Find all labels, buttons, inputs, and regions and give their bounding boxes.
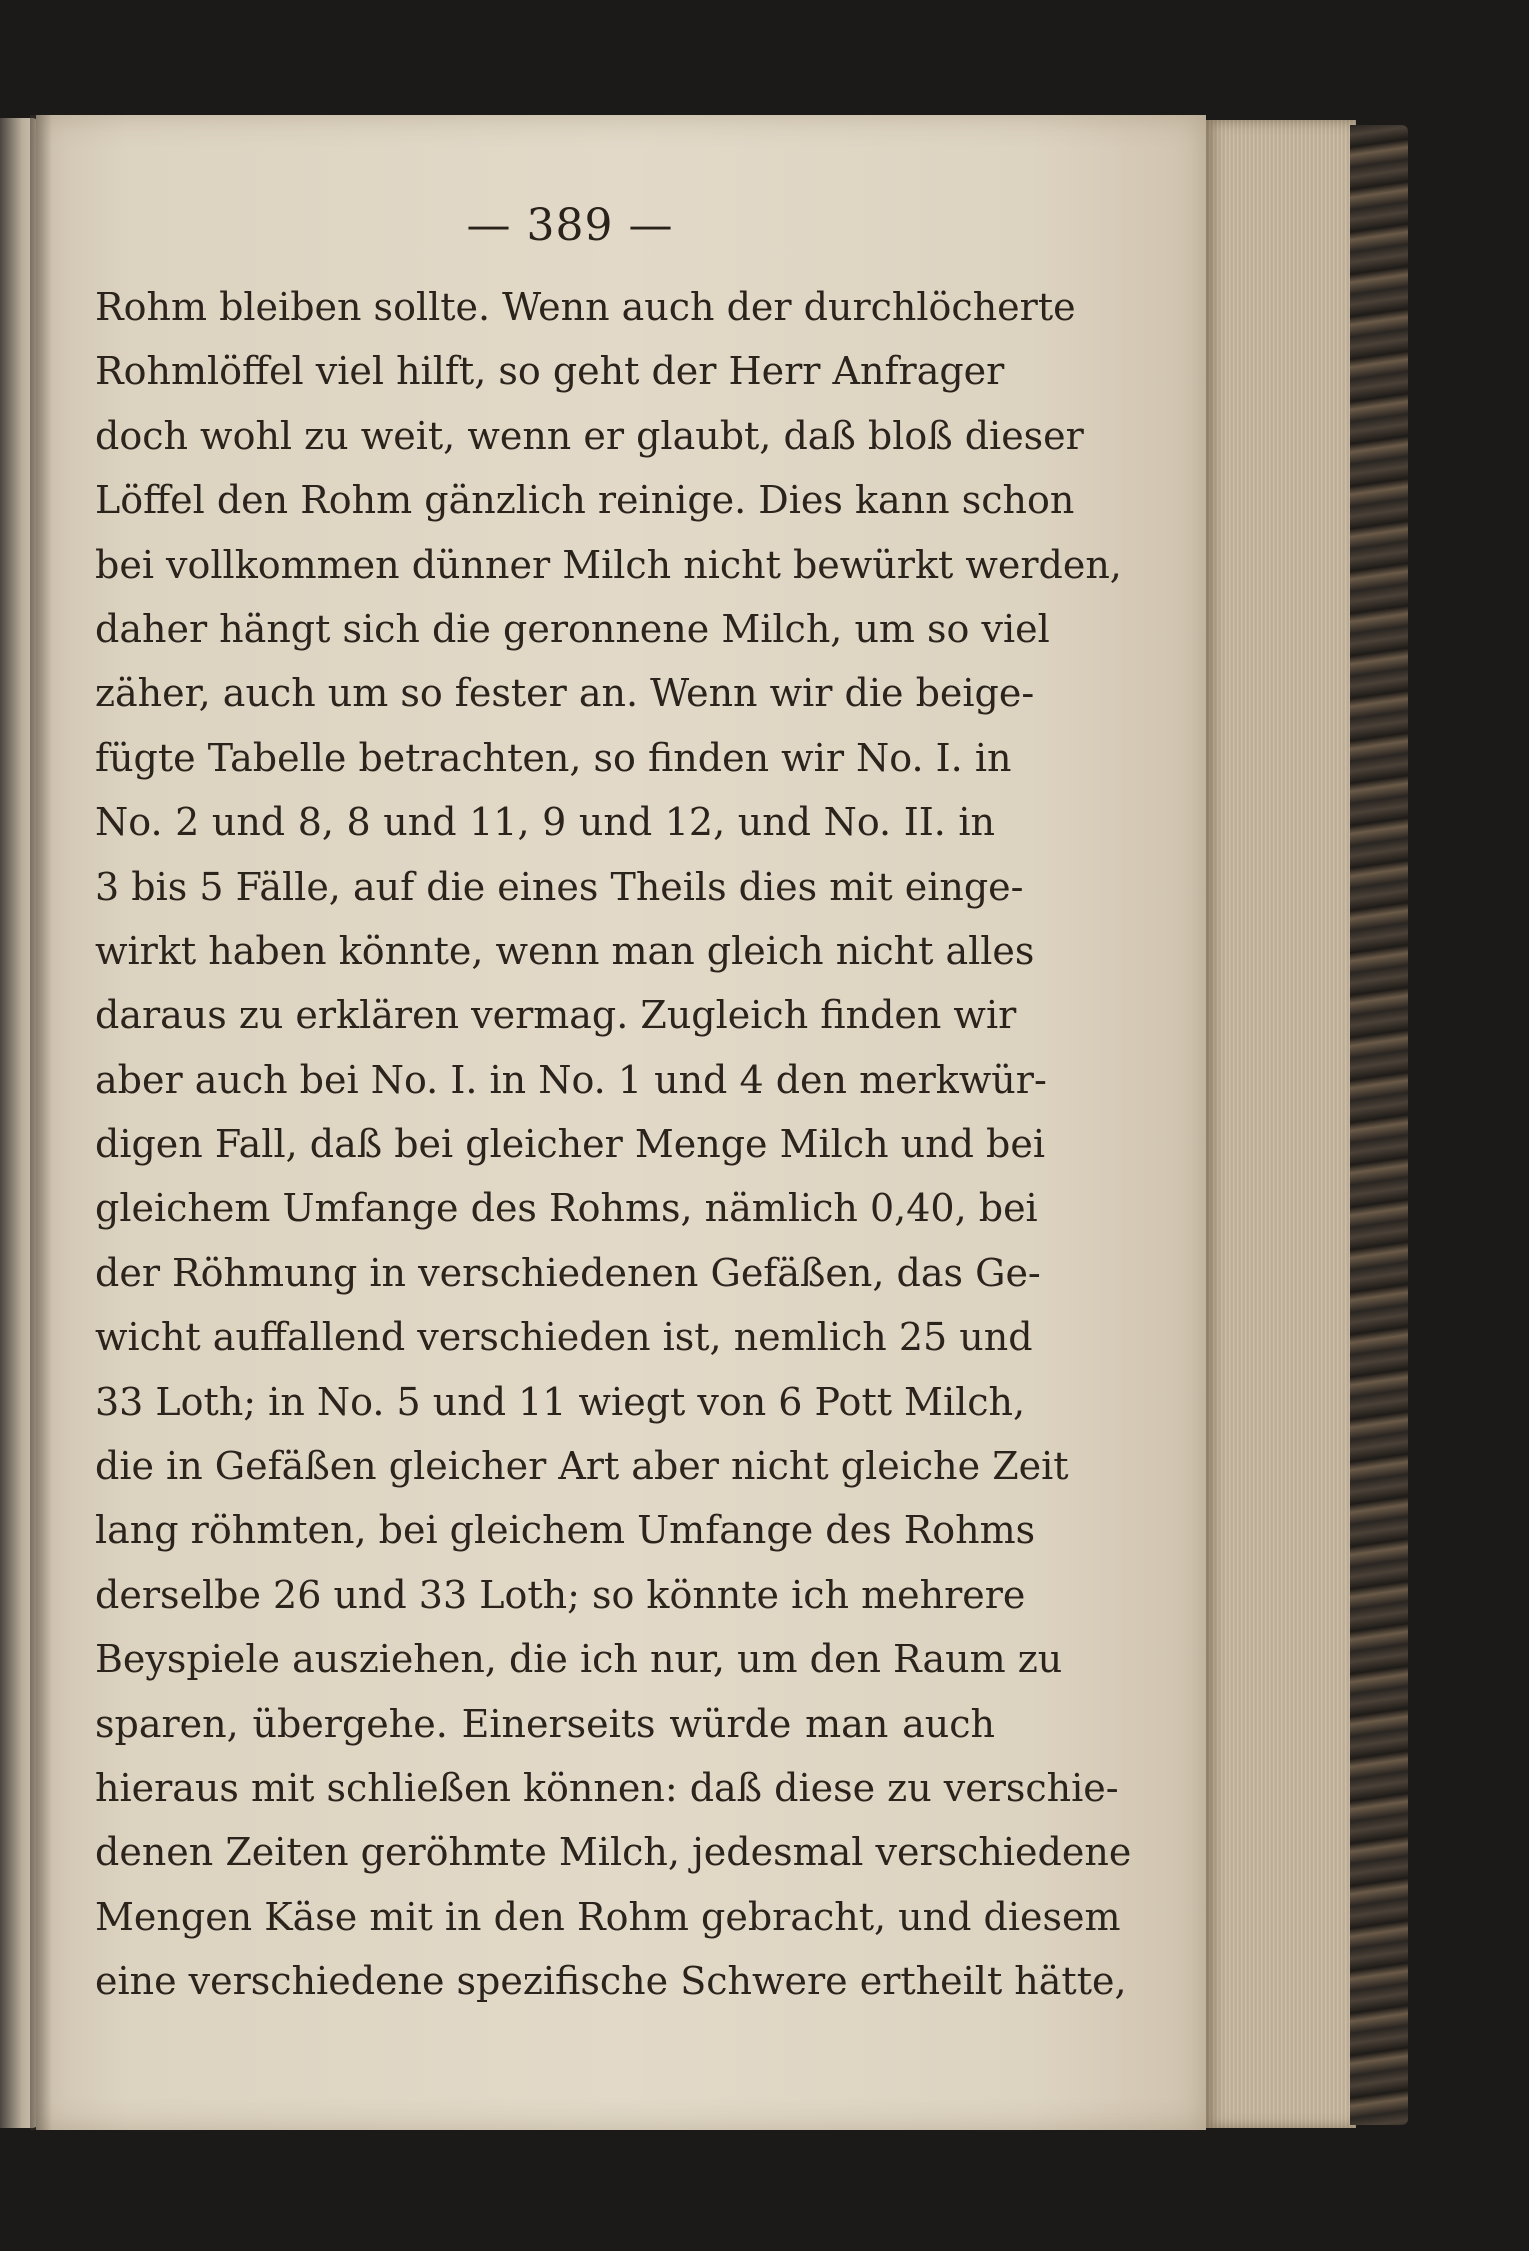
text-line: doch wohl zu weit, wenn er glaubt, daß bloß dieser [95, 413, 1084, 458]
text-line: fügte Tabelle betrachten, so finden wir No. I. in [95, 735, 1012, 780]
text-line: Rohmlöffel viel hilft, so geht der Herr Anfrager [95, 349, 1005, 394]
page-number-header: — 389 — [466, 200, 674, 251]
text-line: 3 bis 5 Fälle, auf die eines Theils dies mit einge- [95, 864, 1024, 909]
text-line: Beyspiele ausziehen, die ich nur, um den Raum zu [95, 1637, 1063, 1682]
text-line: 33 Loth; in No. 5 und 11 wiegt von 6 Pott Milch, [95, 1379, 1026, 1424]
marbled-cover-edge [1350, 125, 1408, 2125]
text-line: Löffel den Rohm gänzlich reinige. Dies kann schon [95, 478, 1075, 523]
text-line: aber auch bei No. I. in No. 1 und 4 den merkwür- [95, 1057, 1047, 1102]
text-line: derselbe 26 und 33 Loth; so könnte ich mehrere [95, 1572, 1026, 1617]
body-text [95, 275, 1132, 2014]
text-line: zäher, auch um so fester an. Wenn wir die beige- [95, 671, 1035, 716]
text-line: Mengen Käse mit in den Rohm gebracht, und diesem [95, 1894, 1121, 1939]
text-line: die in Gefäßen gleicher Art aber nicht gleiche Zeit [95, 1444, 1069, 1489]
text-line: wirkt haben könnte, wenn man gleich nicht alles [95, 928, 1035, 973]
text-line: No. 2 und 8, 8 und 11, 9 und 12, und No. II. in [95, 800, 995, 845]
text-line: eine verschiedene spezifische Schwere ertheilt hätte, [95, 1959, 1127, 2004]
text-line: sparen, übergehe. Einerseits würde man auch [95, 1701, 995, 1746]
text-line: digen Fall, daß bei gleicher Menge Milch und bei [95, 1122, 1045, 1167]
text-line: daraus zu erklären vermag. Zugleich finden wir [95, 993, 1017, 1038]
page-gutter-shadow [30, 115, 52, 2130]
text-line: wicht auffallend verschieden ist, nemlich 25 und [95, 1315, 1033, 1360]
text-line: gleichem Umfange des Rohms, nämlich 0,40, bei [95, 1186, 1038, 1231]
text-line: lang röhmten, bei gleichem Umfange des Rohms [95, 1508, 1036, 1553]
text-line: denen Zeiten geröhmte Milch, jedesmal verschiedene [95, 1830, 1132, 1875]
text-line: bei vollkommen dünner Milch nicht bewürkt werden, [95, 542, 1122, 587]
text-line: hieraus mit schließen können: daß diese zu verschie- [95, 1765, 1119, 1810]
text-line: Rohm bleiben sollte. Wenn auch der durchlöcherte [95, 285, 1076, 329]
text-line: der Röhmung in verschiedenen Gefäßen, das Ge- [95, 1250, 1041, 1295]
page-stack-fore-edge [1206, 120, 1356, 2128]
text-line: daher hängt sich die geronnene Milch, um so viel [95, 606, 1050, 651]
